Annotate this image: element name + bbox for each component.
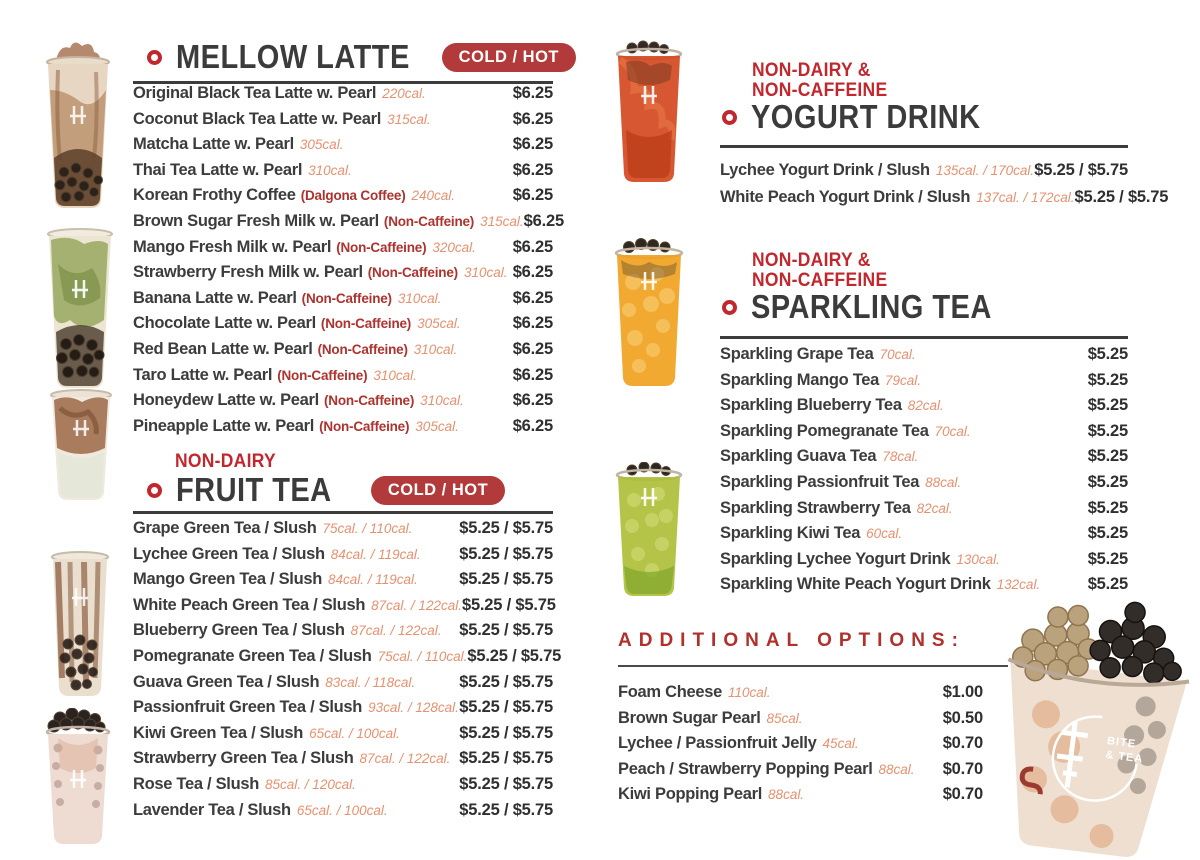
- item-name: Sparkling Strawberry Tea: [720, 498, 911, 517]
- menu-item-row: [133, 519, 553, 545]
- item-note: (Non-Caffeine): [383, 213, 475, 229]
- item-price: $5.25: [1087, 472, 1128, 491]
- item-name: Sparkling Kiwi Tea: [720, 524, 861, 543]
- logo-text-line1: BITE: [1106, 735, 1137, 751]
- item-name: Kiwi Popping Pearl: [618, 785, 763, 804]
- menu-item-row: [133, 314, 553, 340]
- cold-hot-badge: COLD / HOT: [442, 43, 576, 72]
- item-price: $5.25 / $5.75: [459, 749, 553, 768]
- item-name: Peach / Strawberry Popping Pearl: [618, 759, 873, 778]
- item-price: $5.25 / $5.75: [459, 519, 553, 537]
- item-note: (Non-Caffeine): [367, 265, 458, 281]
- brown-sugar-latte-cup-illustration: [36, 40, 120, 212]
- menu-item-row: [133, 238, 553, 264]
- item-calories: 310cal.: [397, 290, 442, 306]
- item-name: Passionfruit Green Tea / Slush: [133, 698, 363, 717]
- menu-item-row: [133, 775, 553, 801]
- section-title: MELLOW LATTE: [176, 38, 410, 75]
- item-price: $5.25 / $5.75: [459, 774, 553, 793]
- item-price: $5.25 / $5.75: [459, 698, 553, 717]
- item-price: $5.25: [1087, 524, 1128, 543]
- item-price: $6.25: [512, 186, 553, 205]
- menu-item-row: [618, 785, 983, 811]
- additional-options-item-list: [618, 683, 983, 811]
- item-price: $6.25: [512, 365, 553, 384]
- menu-item-row: [720, 473, 1128, 499]
- menu-item-row: [720, 447, 1128, 473]
- menu-item-row: [133, 570, 553, 596]
- item-calories: 310cal.: [420, 393, 464, 409]
- item-name: Brown Sugar Pearl: [618, 708, 761, 727]
- cold-hot-badge: COLD / HOT: [371, 476, 505, 505]
- item-calories: 315cal.: [387, 111, 431, 127]
- item-name: Lychee Yogurt Drink / Slush: [720, 161, 930, 179]
- item-name: White Peach Yogurt Drink / Slush: [720, 188, 971, 206]
- item-price: $6.25: [512, 314, 553, 333]
- menu-item-row: [720, 499, 1128, 525]
- item-calories: 305cal.: [299, 137, 344, 153]
- item-calories: 60cal.: [866, 526, 903, 542]
- menu-item-row: [133, 161, 553, 187]
- item-calories: 70cal.: [879, 347, 916, 362]
- item-price: $5.25: [1087, 421, 1128, 440]
- item-name: Sparkling Grape Tea: [720, 345, 874, 363]
- menu-item-row: [133, 595, 556, 622]
- bullet-icon: [147, 50, 162, 65]
- item-calories: 83cal. / 118cal.: [325, 674, 416, 690]
- menu-item-row: [720, 161, 1128, 188]
- section-header-fruit-tea: [133, 473, 553, 507]
- item-name: Mango Green Tea / Slush: [133, 570, 322, 589]
- item-name: Sparkling Mango Tea: [720, 370, 880, 389]
- item-calories: 320cal.: [432, 239, 476, 255]
- item-calories: 65cal. / 100cal.: [309, 725, 400, 741]
- item-name: Blueberry Green Tea / Slush: [133, 621, 345, 640]
- menu-item-row: [133, 801, 553, 827]
- section-title: FRUIT TEA: [176, 471, 332, 508]
- additional-options-title: ADDITIONAL OPTIONS:: [618, 630, 965, 651]
- pearl-top-milk-cup-illustration: [38, 708, 118, 848]
- item-note: (Non-Caffeine): [277, 367, 368, 383]
- menu-item-row: [133, 186, 553, 212]
- menu-item-row: [133, 366, 553, 392]
- menu-item-row: [720, 371, 1128, 397]
- item-price: $6.25: [512, 84, 553, 102]
- menu-item-row: [133, 698, 553, 724]
- item-price: $6.25: [512, 109, 553, 128]
- item-calories: 84cal. / 119cal.: [328, 572, 418, 588]
- item-price: $5.25 / $5.75: [459, 570, 553, 589]
- item-calories: 87cal. / 122cal.: [359, 751, 451, 767]
- overflowing-pearls-logo-cup-illustration: [975, 590, 1200, 860]
- item-price: $5.25: [1087, 370, 1128, 389]
- menu-item-row: [133, 545, 553, 571]
- item-calories: 88cal.: [878, 761, 915, 777]
- yogurt-drink-item-list: [720, 161, 1169, 215]
- red-fruit-tea-cup-illustration: [606, 40, 692, 188]
- menu-item-row: [720, 550, 1128, 576]
- item-name: Pomegranate Green Tea / Slush: [133, 646, 372, 665]
- item-calories: 310cal.: [463, 265, 508, 281]
- item-name: Lychee / Passionfruit Jelly: [618, 734, 817, 753]
- item-name: Rose Tea / Slush: [133, 774, 260, 793]
- item-calories: 135cal. / 170cal.: [935, 163, 1035, 178]
- section-header-sparkling-tea: [720, 290, 1128, 324]
- item-note: (Non-Caffeine): [336, 239, 427, 255]
- item-name: Taro Latte w. Pearl: [133, 365, 273, 384]
- item-price: $5.25: [1087, 447, 1128, 466]
- sparkling-tea-item-list: [720, 345, 1128, 601]
- item-name: Matcha Latte w. Pearl: [133, 135, 294, 154]
- item-price: $5.25 / $5.75: [459, 800, 553, 819]
- menu-item-row: [618, 683, 983, 709]
- menu-item-row: [720, 524, 1128, 550]
- section-header-mellow-latte: [133, 38, 559, 75]
- menu-item-row: [133, 673, 553, 699]
- item-note: (Dalgona Coffee): [300, 188, 406, 204]
- pretitle-line: NON-DAIRY &: [752, 60, 871, 81]
- sparkling-mango-cup-illustration: [605, 238, 693, 392]
- item-note: (Non-Caffeine): [301, 290, 392, 306]
- menu-item-row: [720, 396, 1128, 422]
- menu-item-row: [618, 760, 983, 786]
- item-note: (Non-Caffeine): [319, 418, 410, 434]
- menu-item-row: [133, 340, 553, 366]
- item-name: White Peach Green Tea / Slush: [133, 595, 366, 614]
- section-pretitle: [752, 251, 887, 291]
- item-price: $6.25: [512, 339, 553, 358]
- item-price: $6.25: [523, 211, 564, 230]
- item-calories: 82cal.: [907, 398, 944, 414]
- divider: [720, 336, 1128, 339]
- item-calories: 315cal.: [480, 213, 524, 229]
- item-calories: 45cal.: [822, 736, 859, 752]
- item-name: Sparkling Blueberry Tea: [720, 396, 902, 415]
- pretitle-line: NON-DAIRY &: [752, 250, 871, 271]
- item-price: $0.70: [942, 785, 983, 804]
- pretitle-line: NON-CAFFEINE: [752, 80, 888, 101]
- item-price: $6.25: [512, 288, 553, 307]
- menu-item-row: [133, 84, 553, 110]
- section-pretitle: [752, 61, 887, 101]
- item-name: Thai Tea Latte w. Pearl: [133, 160, 303, 179]
- item-name: Brown Sugar Fresh Milk w. Pearl: [133, 211, 379, 230]
- item-name: Sparkling Guava Tea: [720, 447, 877, 466]
- brown-sugar-striped-milk-cup-illustration: [46, 548, 114, 700]
- item-name: Red Bean Latte w. Pearl: [133, 339, 313, 358]
- divider: [618, 665, 1008, 667]
- bullet-icon: [722, 300, 737, 315]
- item-calories: 75cal. / 110cal.: [377, 648, 468, 664]
- item-note: (Non-Caffeine): [317, 341, 408, 357]
- menu-item-row: [133, 135, 553, 161]
- item-calories: 65cal. / 100cal.: [296, 802, 388, 818]
- menu-item-row: [133, 263, 553, 289]
- menu-item-row: [133, 211, 564, 238]
- divider: [720, 145, 1128, 148]
- item-price: $6.25: [512, 135, 553, 154]
- item-name: Lavender Tea / Slush: [133, 800, 291, 819]
- menu-item-row: [133, 110, 553, 136]
- chocolate-latte-cup-illustration: [44, 386, 118, 504]
- item-calories: 70cal.: [934, 423, 971, 439]
- item-price: $5.25 / $5.75: [1074, 188, 1169, 206]
- item-price: $5.25 / $5.75: [461, 595, 556, 614]
- item-name: Lychee Green Tea / Slush: [133, 544, 325, 563]
- item-price: $5.25 / $5.75: [459, 672, 553, 691]
- item-calories: 305cal.: [417, 316, 461, 332]
- item-calories: 79cal.: [885, 372, 922, 388]
- fruit-tea-item-list: [133, 519, 562, 826]
- menu-item-row: [618, 709, 983, 735]
- menu-item-row: [133, 724, 553, 750]
- item-calories: 82cal.: [916, 500, 953, 516]
- item-name: Strawberry Green Tea / Slush: [133, 749, 354, 768]
- mellow-latte-item-list: [133, 84, 564, 442]
- item-name: Guava Green Tea / Slush: [133, 672, 320, 691]
- item-price: $5.25: [1087, 575, 1128, 594]
- item-price: $6.25: [512, 160, 553, 179]
- item-calories: 310cal.: [373, 367, 417, 383]
- menu-item-row: [720, 422, 1128, 448]
- menu-item-row: [720, 345, 1128, 371]
- item-calories: 310cal.: [308, 162, 352, 178]
- item-price: $0.50: [942, 708, 983, 727]
- item-price: $0.70: [942, 759, 983, 778]
- item-name: Grape Green Tea / Slush: [133, 519, 317, 537]
- menu-item-row: [133, 417, 553, 443]
- item-name: Mango Fresh Milk w. Pearl: [133, 237, 332, 256]
- item-price: $5.25: [1087, 549, 1128, 568]
- item-price: $5.25: [1087, 498, 1128, 517]
- item-calories: 87cal. / 122cal.: [350, 623, 442, 639]
- item-calories: 88cal.: [925, 474, 962, 490]
- item-calories: 75cal. / 110cal.: [322, 521, 413, 536]
- item-name: Sparkling Lychee Yogurt Drink: [720, 549, 951, 568]
- menu-item-row: [133, 621, 553, 647]
- item-calories: 305cal.: [415, 418, 459, 434]
- section-title: SPARKLING TEA: [751, 288, 992, 325]
- item-price: $1.00: [942, 683, 983, 701]
- item-calories: 137cal. / 172cal.: [976, 190, 1075, 205]
- item-calories: 93cal. / 128cal.: [368, 700, 459, 716]
- menu-item-row: [720, 188, 1169, 215]
- item-price: $5.25 / $5.75: [467, 646, 562, 665]
- item-name: Kiwi Green Tea / Slush: [133, 723, 304, 742]
- bullet-icon: [147, 483, 162, 498]
- item-name: Pineapple Latte w. Pearl: [133, 416, 315, 435]
- item-price: $6.25: [512, 237, 553, 256]
- divider: [133, 511, 553, 514]
- item-price: $5.25 / $5.75: [459, 723, 553, 742]
- item-note: (Non-Caffeine): [323, 393, 415, 409]
- item-calories: 85cal.: [766, 710, 803, 726]
- item-calories: 85cal. / 120cal.: [265, 776, 356, 792]
- item-calories: 87cal. / 122cal.: [371, 597, 462, 613]
- item-price: $5.25: [1087, 396, 1128, 415]
- item-calories: 220cal.: [382, 86, 426, 101]
- item-price: $6.25: [512, 416, 553, 435]
- item-price: $0.70: [942, 734, 983, 753]
- sparkling-kiwi-cup-illustration: [606, 462, 692, 602]
- item-name: Korean Frothy Coffee: [133, 186, 296, 205]
- item-price: $5.25 / $5.75: [459, 544, 553, 563]
- item-calories: 310cal.: [413, 341, 458, 357]
- item-name: Sparkling White Peach Yogurt Drink: [720, 575, 991, 594]
- item-calories: 88cal.: [768, 787, 805, 803]
- section-pretitle: NON-DAIRY: [175, 451, 276, 472]
- logo-text-line2: & TEA: [1104, 748, 1144, 766]
- item-price: $5.25: [1087, 345, 1128, 363]
- item-calories: 132cal.: [996, 577, 1041, 593]
- item-name: Original Black Tea Latte w. Pearl: [133, 84, 377, 102]
- section-title: YOGURT DRINK: [751, 98, 981, 135]
- menu-item-row: [133, 391, 553, 417]
- item-name: Foam Cheese: [618, 683, 722, 701]
- item-price: $6.25: [512, 263, 553, 282]
- menu-item-row: [133, 289, 553, 315]
- item-calories: 110cal.: [728, 685, 771, 700]
- menu-item-row: [618, 734, 983, 760]
- item-name: Coconut Black Tea Latte w. Pearl: [133, 109, 382, 128]
- item-name: Chocolate Latte w. Pearl: [133, 314, 316, 333]
- item-calories: 78cal.: [882, 449, 919, 465]
- item-name: Sparkling Passionfruit Tea: [720, 472, 920, 491]
- item-price: $5.25 / $5.75: [459, 621, 553, 640]
- item-calories: 240cal.: [411, 188, 456, 204]
- matcha-latte-cup-illustration: [40, 224, 120, 392]
- item-calories: 84cal. / 119cal.: [330, 546, 421, 562]
- item-name: Strawberry Fresh Milk w. Pearl: [133, 263, 363, 282]
- item-price: $5.25 / $5.75: [1034, 161, 1128, 179]
- section-header-yogurt-drink: [720, 100, 1128, 134]
- item-note: (Non-Caffeine): [320, 316, 412, 332]
- item-calories: 130cal.: [956, 551, 1000, 567]
- item-name: Honeydew Latte w. Pearl: [133, 391, 319, 410]
- item-name: Sparkling Pomegranate Tea: [720, 421, 929, 440]
- item-price: $6.25: [512, 391, 553, 410]
- pretitle-line: NON-CAFFEINE: [752, 270, 888, 291]
- bullet-icon: [722, 110, 737, 125]
- menu-item-row: [133, 749, 553, 775]
- menu-item-row: [133, 646, 562, 673]
- item-name: Banana Latte w. Pearl: [133, 288, 297, 307]
